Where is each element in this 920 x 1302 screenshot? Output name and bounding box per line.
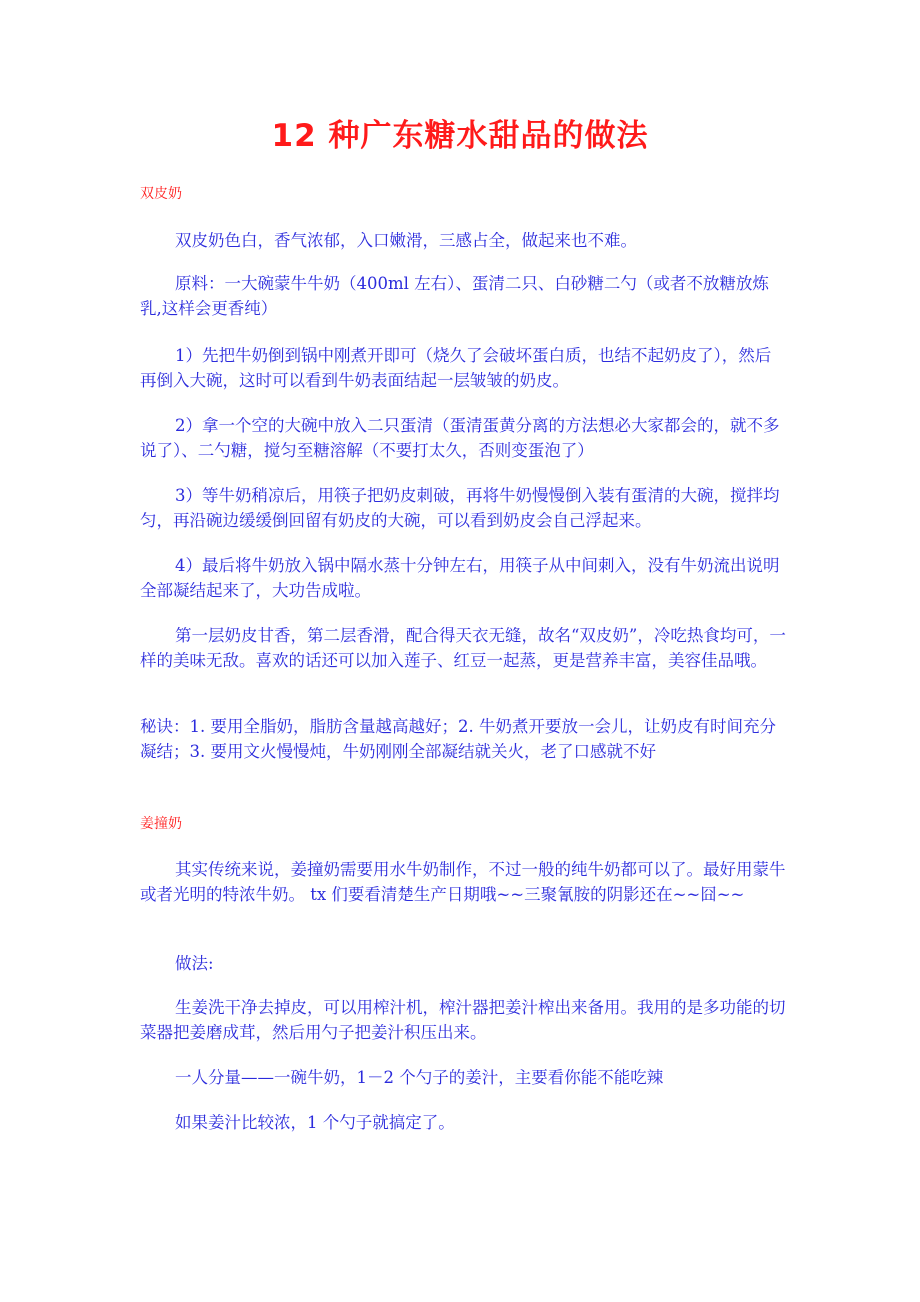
paragraph: 其实传统来说，姜撞奶需要用水牛奶制作，不过一般的纯牛奶都可以了。最好用蒙牛或者光明的特浓牛奶。 tx 们要看清楚生产日期哦~~三聚氰胺的阴影还在~~囧~~: [140, 860, 786, 904]
paragraph: 1）先把牛奶倒到锅中刚煮开即可（烧久了会破坏蛋白质，也结不起奶皮了），然后再倒入大碗，这时可以看到牛奶表面结起一层皱皱的奶皮。: [140, 346, 772, 390]
paragraph: 生姜洗干净去掉皮，可以用榨汁机，榨汁器把姜汁榨出来备用。我用的是多功能的切菜器把姜磨成茸，然后用勺子把姜汁积压出来。: [140, 998, 786, 1042]
section-heading-jiangzhuangnai: 姜撞奶: [140, 816, 182, 832]
paragraph: 如果姜汁比较浓，1 个勺子就搞定了。: [175, 1113, 455, 1132]
paragraph: 双皮奶色白，香气浓郁，入口嫩滑，三感占全，做起来也不难。: [175, 231, 637, 250]
paragraph: 4）最后将牛奶放入锅中隔水蒸十分钟左右，用筷子从中间刺入，没有牛奶流出说明全部凝结起来了，大功告成啦。: [140, 556, 780, 600]
section-heading-shuangpinai: 双皮奶: [140, 186, 182, 202]
paragraph: 一人分量——一碗牛奶，1－2 个勺子的姜汁，主要看你能不能吃辣: [175, 1068, 664, 1087]
paragraph: 3）等牛奶稍凉后，用筷子把奶皮刺破，再将牛奶慢慢倒入装有蛋清的大碗，搅拌均匀，再沿碗边缓缓倒回留有奶皮的大碗，可以看到奶皮会自己浮起来。: [140, 486, 780, 530]
paragraph: 做法:: [175, 954, 214, 973]
document-title: 12 种广东糖水甜品的做法: [271, 118, 649, 154]
tips-paragraph: 秘诀：1. 要用全脂奶，脂肪含量越高越好；2. 牛奶煮开要放一会儿，让奶皮有时间充分凝结；3. 要用文火慢慢炖，牛奶刚刚全部凝结就关火，老了口感就不好: [140, 717, 776, 761]
paragraph: 原料：一大碗蒙牛牛奶（400ml 左右）、蛋清二只、白砂糖二勺（或者不放糖放炼乳,这样会更香纯）: [140, 274, 769, 318]
paragraph: 2）拿一个空的大碗中放入二只蛋清（蛋清蛋黄分离的方法想必大家都会的，就不多说了）、二勺糖，搅匀至糖溶解（不要打太久，否则变蛋泡了）: [140, 416, 780, 460]
paragraph: 第一层奶皮甘香，第二层香滑，配合得天衣无缝，故名“双皮奶”，冷吃热食均可，一样的美味无敌。喜欢的话还可以加入莲子、红豆一起蒸，更是营养丰富，美容佳品哦。: [140, 626, 786, 670]
